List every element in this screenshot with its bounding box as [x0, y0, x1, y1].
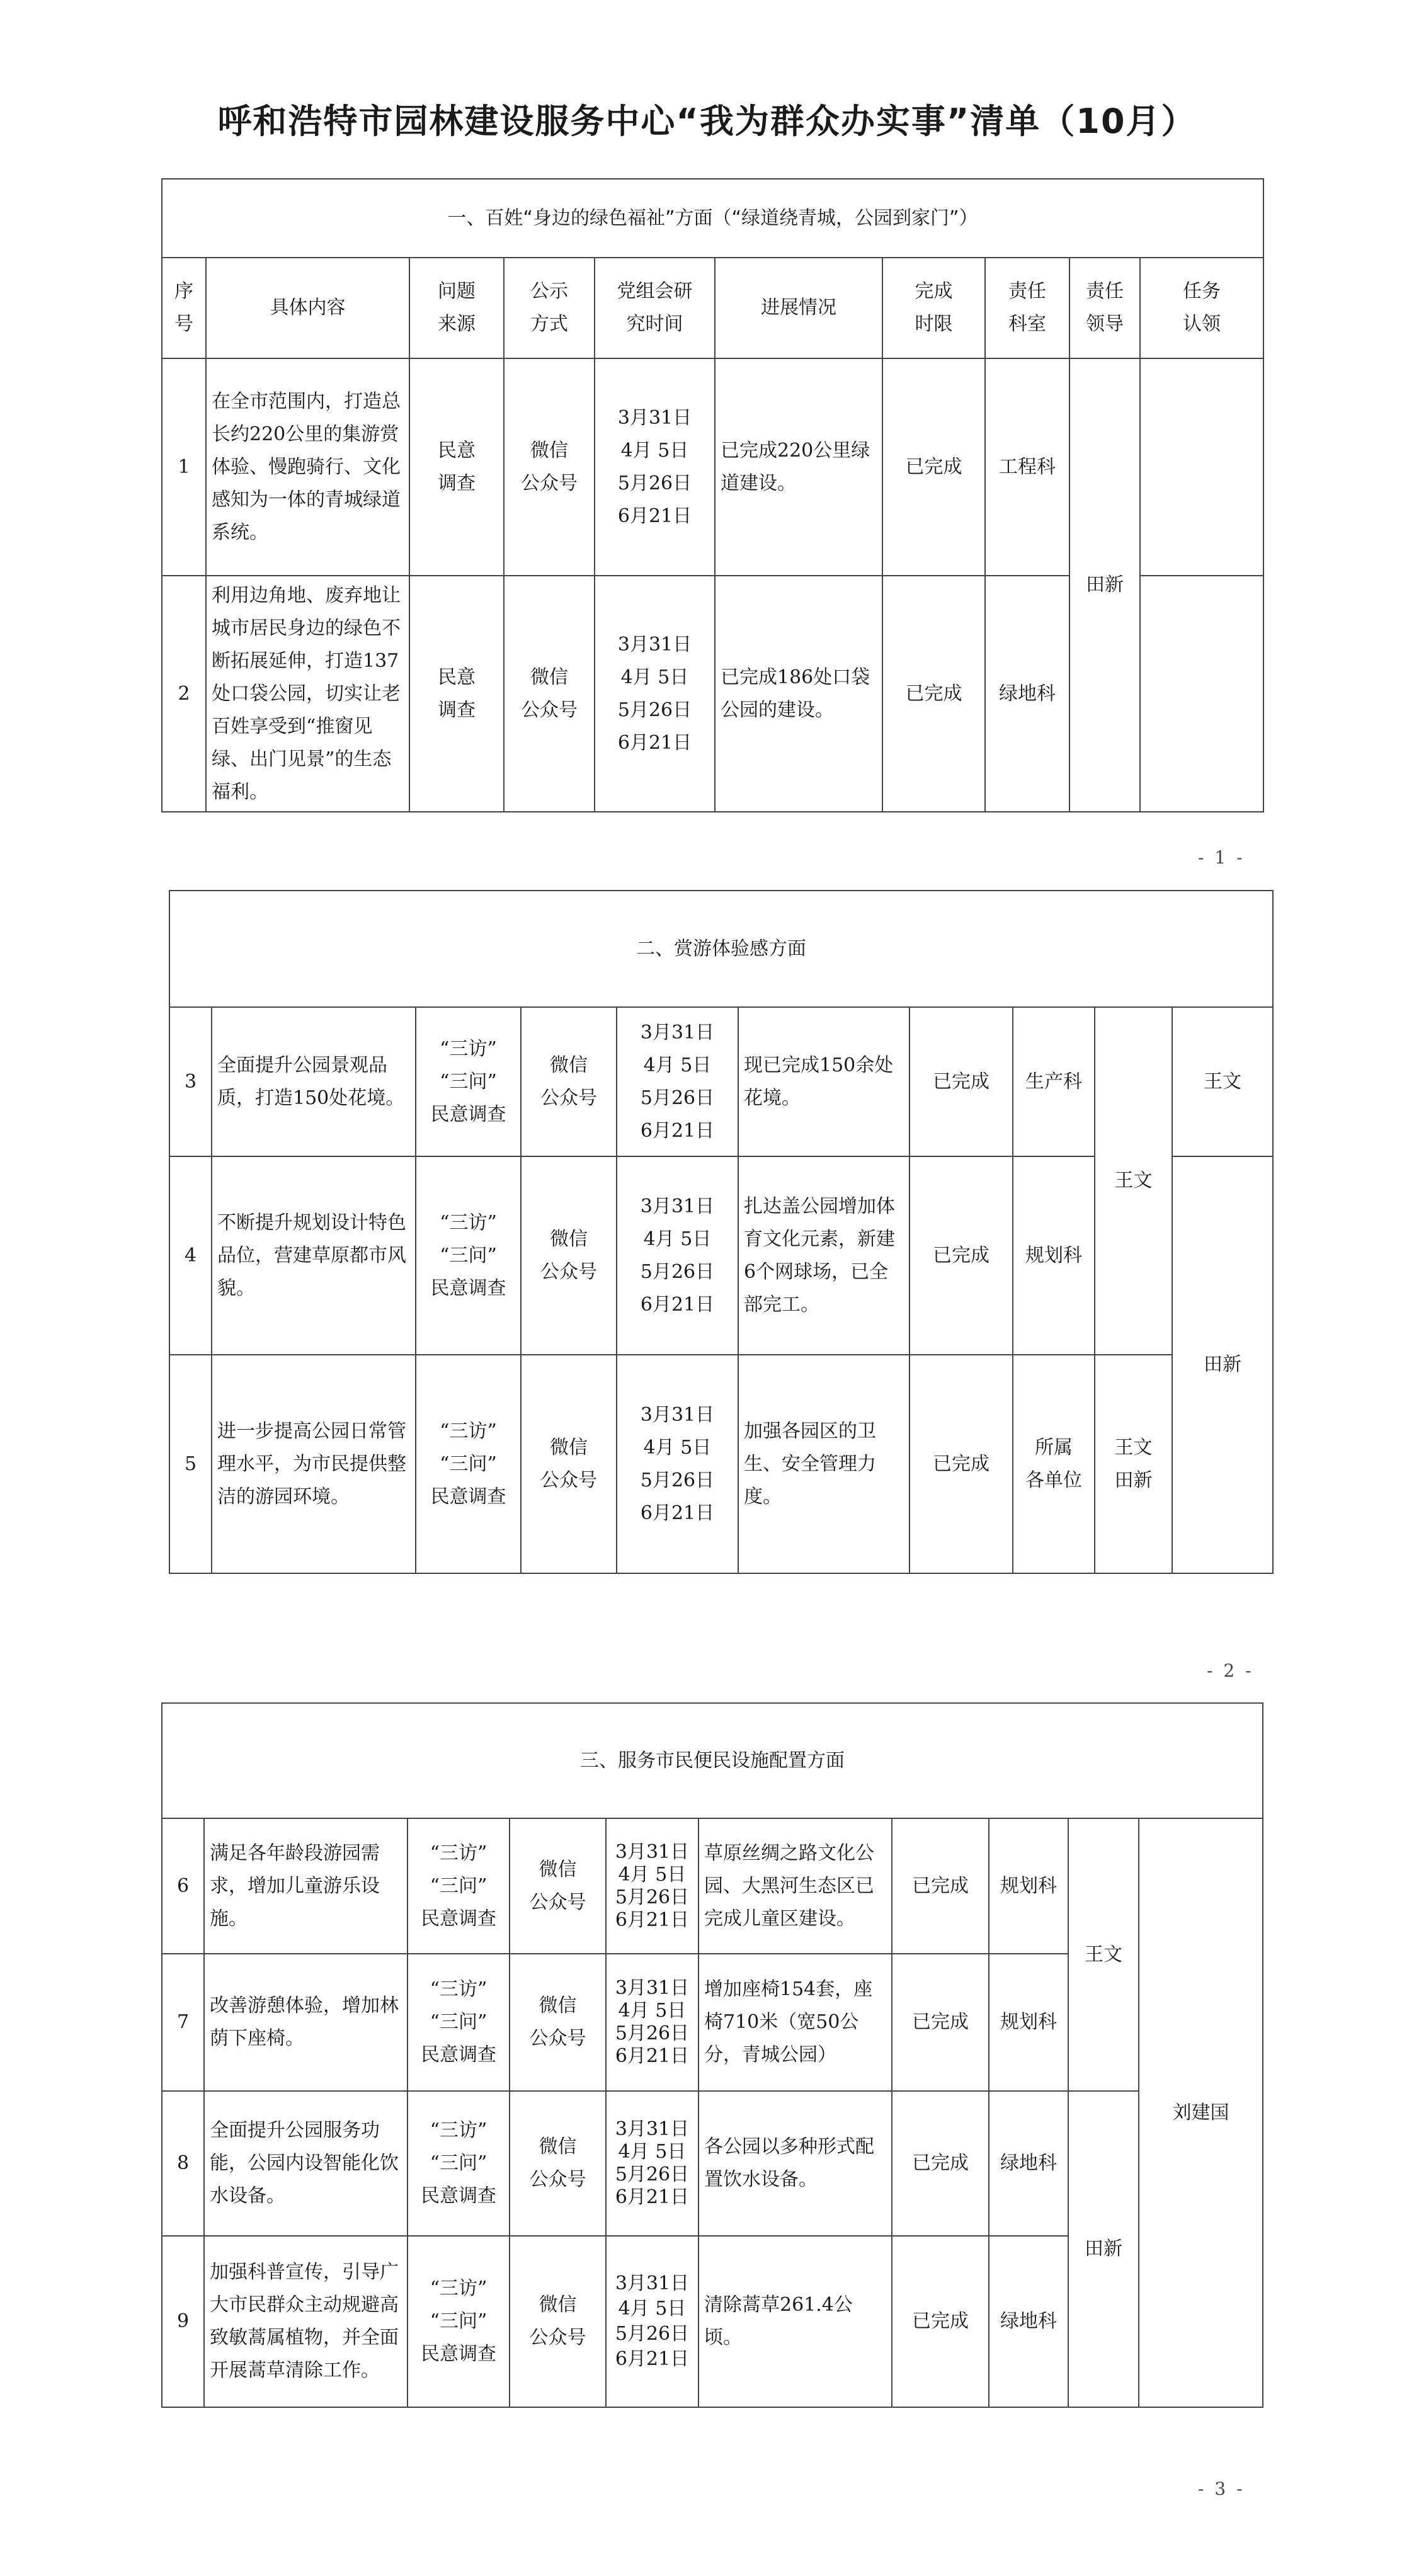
- row-publicity: 微信 公众号: [510, 1818, 606, 1954]
- header-claim: 任务 认领: [1140, 258, 1263, 358]
- row-seq: 7: [162, 1954, 204, 2091]
- row-seq: 1: [162, 358, 206, 576]
- row-progress: 已完成220公里绿道建设。: [715, 358, 882, 576]
- row-progress: 加强各园区的卫生、安全管理力度。: [738, 1355, 909, 1573]
- row-research-time: 3月31日 4月 5日 5月26日 6月21日: [606, 2091, 698, 2236]
- row-deadline: 已完成: [882, 358, 985, 576]
- table-row: [162, 358, 1263, 576]
- section-1-title: 一、百姓“身边的绿色福祉”方面（“绿道绕青城，公园到家门”）: [162, 179, 1263, 258]
- row-content: 进一步提高公园日常管理水平，为市民提供整洁的游园环境。: [212, 1355, 416, 1573]
- table-row: [162, 2091, 1263, 2236]
- row-content: 全面提升公园服务功能，公园内设智能化饮水设备。: [204, 2091, 408, 2236]
- row-publicity: 微信 公众号: [504, 358, 595, 576]
- row-content: 利用边角地、废弃地让城市居民身边的绿色不断拓展延伸，打造137处口袋公园，切实让老百姓享受到“推窗见绿、出门见景”的生态福利。: [206, 576, 409, 812]
- row-progress: 草原丝绸之路文化公园、大黑河生态区已完成儿童区建设。: [698, 1818, 892, 1954]
- header-publicity: 公示 方式: [504, 258, 595, 358]
- header-research-time: 党组会研 究时间: [595, 258, 715, 358]
- row-leader: 田新: [1068, 2091, 1139, 2407]
- row-deadline: 已完成: [909, 1156, 1013, 1355]
- row-progress: 现已完成150余处花境。: [738, 1007, 909, 1156]
- row-leader: 王文: [1095, 1007, 1172, 1355]
- row-research-time: 3月31日 4月 5日 5月26日 6月21日: [595, 576, 715, 812]
- row-seq: 5: [169, 1355, 212, 1573]
- row-source: 民意 调查: [409, 358, 504, 576]
- row-content: 满足各年龄段游园需求，增加儿童游乐设施。: [204, 1818, 408, 1954]
- row-research-time: 3月31日 4月 5日 5月26日 6月21日: [617, 1156, 738, 1355]
- row-source: “三访” “三问” 民意调查: [416, 1007, 521, 1156]
- header-source: 问题 来源: [409, 258, 504, 358]
- row-content: 不断提升规划设计特色品位，营建草原都市风貌。: [212, 1156, 416, 1355]
- row-research-time: 3月31日 4月 5日 5月26日 6月21日: [595, 358, 715, 576]
- row-publicity: 微信 公众号: [510, 2091, 606, 2236]
- row-department: 所属 各单位: [1013, 1355, 1095, 1573]
- row-research-time: 3月31日 4月 5日 5月26日 6月21日: [606, 1954, 698, 2091]
- header-deadline: 完成 时限: [882, 258, 985, 358]
- row-content: 在全市范围内，打造总长约220公里的集游赏体验、慢跑骑行、文化感知为一体的青城绿道系统。: [206, 358, 409, 576]
- row-department: 绿地科: [989, 2091, 1068, 2236]
- row-content: 改善游憩体验，增加林荫下座椅。: [204, 1954, 408, 2091]
- row-seq: 4: [169, 1156, 212, 1355]
- row-source: “三访” “三问” 民意调查: [416, 1156, 521, 1355]
- section-2-title: 二、赏游体验感方面: [169, 891, 1273, 1007]
- row-source: “三访” “三问” 民意调查: [408, 2091, 510, 2236]
- section-2-table: [169, 890, 1274, 1574]
- section-1-table: [161, 178, 1264, 812]
- row-deadline: 已完成: [892, 1818, 989, 1954]
- row-source: “三访” “三问” 民意调查: [408, 2236, 510, 2407]
- row-claim: 田新: [1172, 1156, 1273, 1573]
- document-title: 呼和浩特市园林建设服务中心“我为群众办实事”清单（10月）: [217, 101, 1197, 141]
- page-number-3: - 3 -: [1198, 2478, 1245, 2499]
- row-progress: 增加座椅154套，座椅710米（宽50公分，青城公园）: [698, 1954, 892, 2091]
- row-progress: 清除蒿草261.4公顷。: [698, 2236, 892, 2407]
- row-content: 全面提升公园景观品质，打造150处花境。: [212, 1007, 416, 1156]
- row-seq: 9: [162, 2236, 204, 2407]
- row-seq: 6: [162, 1818, 204, 1954]
- row-deadline: 已完成: [909, 1355, 1013, 1573]
- row-leader: 王文: [1068, 1818, 1139, 2091]
- row-source: “三访” “三问” 民意调查: [408, 1818, 510, 1954]
- table-row: [169, 1007, 1273, 1156]
- row-department: 规划科: [1013, 1156, 1095, 1355]
- header-seq: 序 号: [162, 258, 206, 358]
- row-deadline: 已完成: [892, 2091, 989, 2236]
- page-number-1: - 1 -: [1198, 847, 1245, 868]
- row-progress: 已完成186处口袋公园的建设。: [715, 576, 882, 812]
- row-source: “三访” “三问” 民意调查: [408, 1954, 510, 2091]
- page-number-2: - 2 -: [1207, 1660, 1254, 1681]
- row-claim: 刘建国: [1139, 1818, 1263, 2407]
- row-leader: 王文 田新: [1095, 1355, 1172, 1573]
- row-publicity: 微信 公众号: [510, 1954, 606, 2091]
- row-claim: [1140, 576, 1263, 812]
- row-research-time: 3月31日 4月 5日 5月26日 6月21日: [617, 1355, 738, 1573]
- row-source: “三访” “三问” 民意调查: [416, 1355, 521, 1573]
- header-leader: 责任 领导: [1069, 258, 1140, 358]
- row-department: 规划科: [989, 1818, 1068, 1954]
- row-seq: 3: [169, 1007, 212, 1156]
- row-publicity: 微信 公众号: [521, 1355, 617, 1573]
- row-deadline: 已完成: [909, 1007, 1013, 1156]
- row-research-time: 3月31日 4月 5日 5月26日 6月21日: [617, 1007, 738, 1156]
- row-deadline: 已完成: [882, 576, 985, 812]
- header-progress: 进展情况: [715, 258, 882, 358]
- row-content: 加强科普宣传，引导广大市民群众主动规避高致敏蒿属植物，并全面开展蒿草清除工作。: [204, 2236, 408, 2407]
- row-department: 绿地科: [989, 2236, 1068, 2407]
- section-3-table: [161, 1702, 1263, 2408]
- row-department: 生产科: [1013, 1007, 1095, 1156]
- row-progress: 扎达盖公园增加体育文化元素，新建6个网球场，已全部完工。: [738, 1156, 909, 1355]
- section-3-title: 三、服务市民便民设施配置方面: [162, 1703, 1263, 1818]
- row-research-time: 3月31日 4月 5日 5月26日 6月21日: [606, 2236, 698, 2407]
- row-claim: 王文: [1172, 1007, 1273, 1156]
- row-progress: 各公园以多种形式配置饮水设备。: [698, 2091, 892, 2236]
- header-department: 责任 科室: [985, 258, 1069, 358]
- row-leader: 田新: [1069, 358, 1140, 812]
- row-department: 工程科: [985, 358, 1069, 576]
- table-row: [169, 1355, 1273, 1573]
- row-department: 规划科: [989, 1954, 1068, 2091]
- table-row: [162, 1818, 1263, 1954]
- row-publicity: 微信 公众号: [521, 1156, 617, 1355]
- row-deadline: 已完成: [892, 2236, 989, 2407]
- row-publicity: 微信 公众号: [504, 576, 595, 812]
- row-seq: 8: [162, 2091, 204, 2236]
- row-research-time: 3月31日 4月 5日 5月26日 6月21日: [606, 1818, 698, 1954]
- row-claim: [1140, 358, 1263, 576]
- row-source: 民意 调查: [409, 576, 504, 812]
- row-seq: 2: [162, 576, 206, 812]
- row-department: 绿地科: [985, 576, 1069, 812]
- row-publicity: 微信 公众号: [521, 1007, 617, 1156]
- header-content: 具体内容: [206, 258, 409, 358]
- row-publicity: 微信 公众号: [510, 2236, 606, 2407]
- row-deadline: 已完成: [892, 1954, 989, 2091]
